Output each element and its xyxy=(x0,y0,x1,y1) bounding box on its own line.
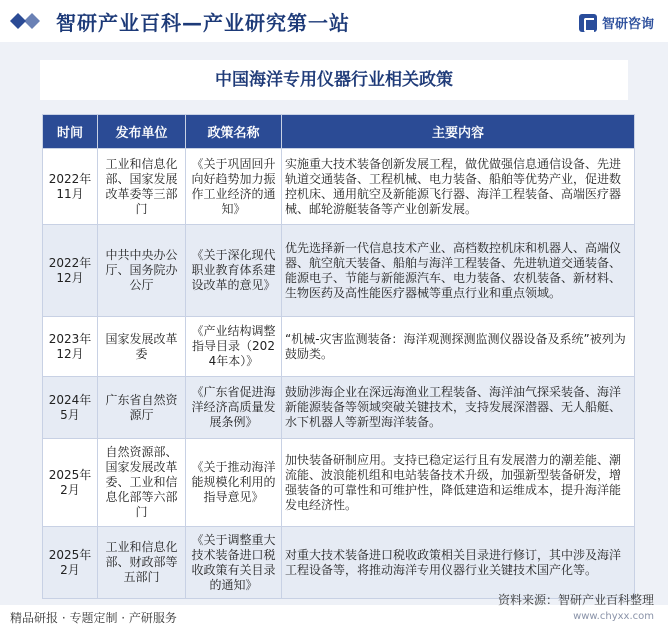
brand-logo[interactable] xyxy=(579,13,654,32)
policy-name-cell: 《产业结构调整指导目录（2024年本）》 xyxy=(186,317,282,377)
unit-cell: 自然资源部、国家发展改革委、工业和信息化部等六部门 xyxy=(98,439,186,527)
table-title: 中国海洋专用仪器行业相关政策 xyxy=(40,60,628,100)
column-header-content: 主要内容 xyxy=(282,115,635,149)
content-cell: 鼓励涉海企业在深远海渔业工程装备、海洋油气探采装备、海洋新能源装备等领域突破关键技术，支持发展深潜器、无人船艇、水下机器人等新型海洋装备。 xyxy=(282,377,635,439)
table-header-row xyxy=(43,115,635,149)
logo-text: 智研咨询 xyxy=(601,17,654,32)
source-note: 资料来源：智研产业百科整理 xyxy=(497,593,654,607)
time-cell: 2022年12月 xyxy=(43,225,98,317)
policy-table xyxy=(42,114,635,599)
column-header-unit: 发布单位 xyxy=(98,115,186,149)
column-header-name: 政策名称 xyxy=(186,115,282,149)
content-cell: “机械-灾害监测装备：海洋观测探测监测仪器设备及系统”被列为鼓励类。 xyxy=(282,317,635,377)
policy-name-cell: 《关于巩固回升向好趋势加力振作工业经济的通知》 xyxy=(186,149,282,225)
table-row xyxy=(43,527,635,599)
footer-url[interactable]: www.chyxx.com xyxy=(573,611,654,622)
column-header-time: 时间 xyxy=(43,115,98,149)
unit-cell: 工业和信息化部、财政部等五部门 xyxy=(98,527,186,599)
unit-cell: 中共中央办公厅、国务院办公厅 xyxy=(98,225,186,317)
unit-cell: 广东省自然资源厅 xyxy=(98,377,186,439)
table-row xyxy=(43,149,635,225)
content-cell: 对重大技术装备进口税收政策相关目录进行修订，其中涉及海洋工程设备等，将推动海洋专用仪器行业关键技术国产化等。 xyxy=(282,527,635,599)
policy-name-cell: 《关于推动海洋能规模化利用的指导意见》 xyxy=(186,439,282,527)
footer xyxy=(0,593,668,631)
policy-name-cell: 《广东省促进海洋经济高质量发展条例》 xyxy=(186,377,282,439)
content-cell: 优先选择新一代信息技术产业、高档数控机床和机器人、高端仪器、航空航天装备、船舶与海洋工程装备、先进轨道交通装备、能源电子、节能与新能源汽车、电力装备、农机装备、新材料、生物医药及高性能医疗器械等重点行业和重点领域。 xyxy=(282,225,635,317)
table-row xyxy=(43,439,635,527)
unit-cell: 工业和信息化部、国家发展改革委等三部门 xyxy=(98,149,186,225)
logo-icon xyxy=(579,14,597,32)
time-cell: 2022年11月 xyxy=(43,149,98,225)
diamond-icon xyxy=(10,11,50,31)
table-row xyxy=(43,225,635,317)
time-cell: 2023年12月 xyxy=(43,317,98,377)
footer-services: 精品研报 · 专题定制 · 产研服务 xyxy=(10,611,177,625)
time-cell: 2025年2月 xyxy=(43,439,98,527)
time-cell: 2024年5月 xyxy=(43,377,98,439)
site-title: 智研产业百科—产业研究第一站 xyxy=(56,11,350,35)
table-row xyxy=(43,377,635,439)
table-row xyxy=(43,317,635,377)
policy-name-cell: 《关于调整重大技术装备进口税收政策有关目录的通知》 xyxy=(186,527,282,599)
content-cell: 加快装备研制应用。支持已稳定运行且有发展潜力的潮差能、潮流能、波浪能机组和电站装备技术升级，加强新型装备研发，增强装备的可靠性和可维护性，降低建造和运维成本，提升海洋能发电经济性。 xyxy=(282,439,635,527)
time-cell: 2025年2月 xyxy=(43,527,98,599)
unit-cell: 国家发展改革委 xyxy=(98,317,186,377)
policy-name-cell: 《关于深化现代职业教育体系建设改革的意见》 xyxy=(186,225,282,317)
top-header xyxy=(0,0,668,42)
content-cell: 实施重大技术装备创新发展工程，做优做强信息通信设备、先进轨道交通装备、工程机械、电力装备、船舶等优势产业，促进数控机床、通用航空及新能源飞行器、海洋工程装备、高端医疗器械、邮轮游艇装备等产业创新发展。 xyxy=(282,149,635,225)
